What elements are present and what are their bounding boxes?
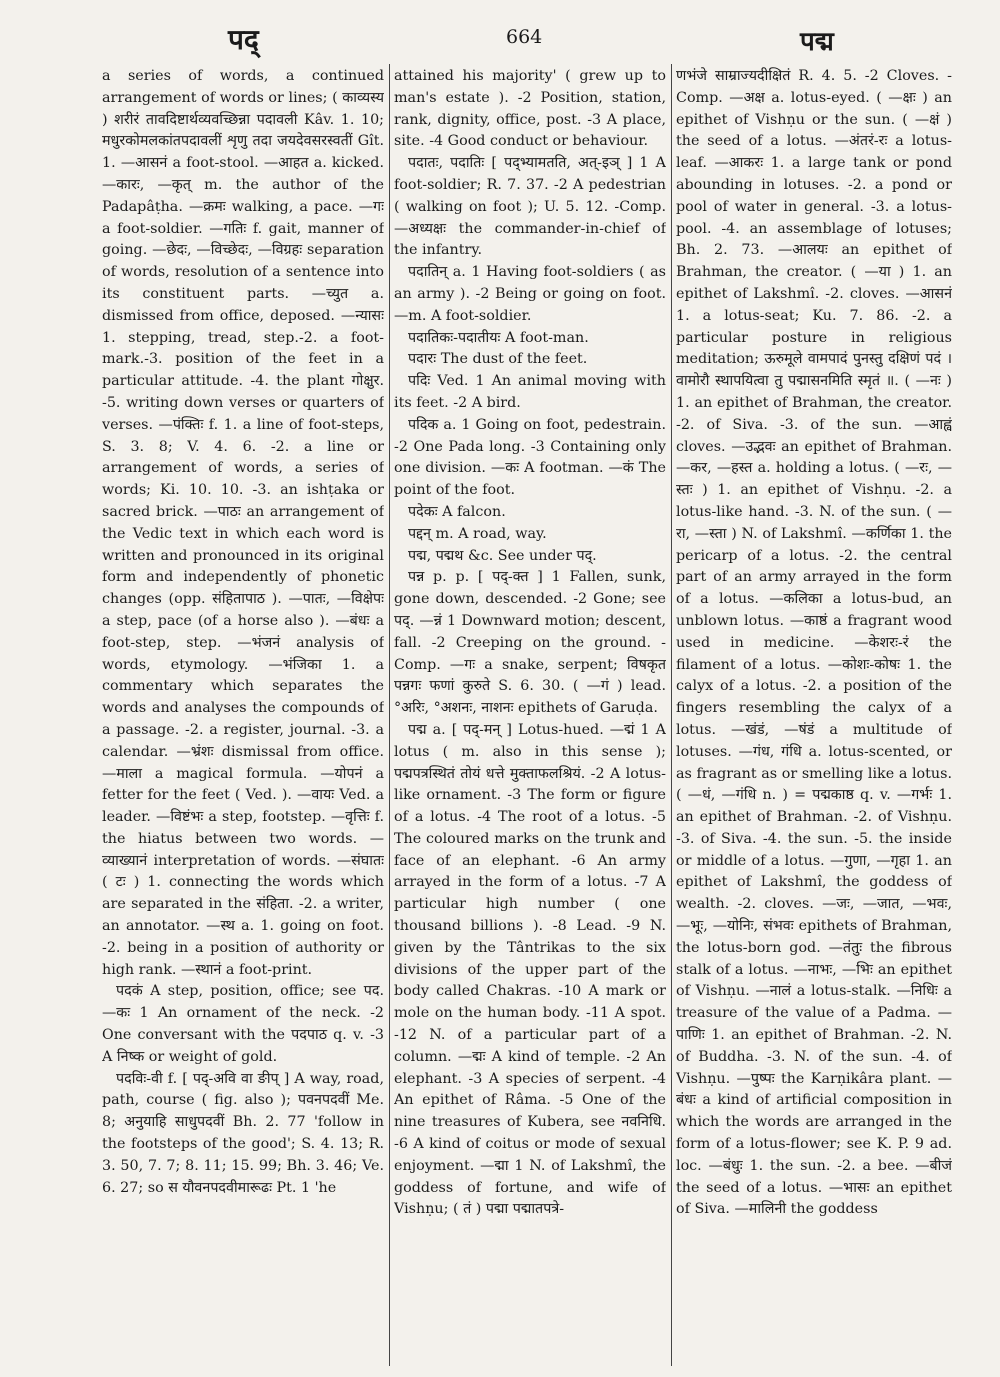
page-header [0,0,1000,60]
entry-paddan: पद्दन् m. A road, way. [408,525,547,542]
entry-padavi: पदविः-वी f. [ पद्-अवि वा ङीप् ] A way, road, path, course ( fig. also ); पवनपदवीं Me. 8; अनुयाहि साधुपदवीं Bh. 2. 77 'follow in the footsteps of the good'; S. 4. 13; R. 3. 50, 7. 7; 8. 11; 15. 99; Bh. 3. 46; Ve. 6. 27; so स यौवनपदवीमारूढः Pt. 1 'he [102,1070,384,1196]
entry-panna: पन्न p. p. [ पद्-क्त ] 1 Fallen, sunk, gone down, descended. -2 Gone; see पद्. —न्नं 1 Downward motion; descent, fall. -2 Creeping on the ground. -Comp. —गः a snake, serpent; विषकृत पन्नगः फणां कुरुते S. 6. 30. ( —गं ) lead. °अरिः, °अशनः, नाशनः epithets of Garuḍa. [394,569,666,717]
column-3 [676,66,952,1366]
entry-padma: पद्म a. [ पद्-मन् ] Lotus-hued. —द्मं 1 A lotus ( m. also in this sense ); पद्मपत्रस्थितं तोयं धत्ते मुक्ताफलश्रियं. -2 A lotus-like ornament. -3 The form or figure of a lotus. -4 The root of a lotus. -5 The coloured marks on the trunk and face of an elephant. -6 An army arrayed in the form of a lotus. -7 A particular high number ( one thousand billions ). -8 Lead. -9 N. given by the Tântrikas to the six divisions of the upper part of the body called Chakras. -10 A mark or mole on the human body. -11 A spot. -12 N. of a particular part of a column. —द्मः A kind of temple. -2 An elephant. -3 A species of serpent. -4 An epithet of Râma. -5 One of the nine treasures of Kubera, see नवनिधि. -6 A kind of coitus or mode of sexual enjoyment. —द्मा 1 N. of Lakshmî, the goddess of fortune, and wife of Vishṇu; ( तं ) पद्मा पद्मातपत्रे- [394,721,666,1218]
entry-padara: पदारः The dust of the feet. [408,351,588,368]
entry-continuation: a series of words, a continued arrangement of words or lines; ( काव्यस्य ) शरीरं तावदिष्टार्थव्यवच्छिन्ना पदावली Kâv. 1. 10; मधुरकोमलकांतपदावलीं शृणु तदा जयदेवसरस्वतीं Gît. 1. —आसनं a foot-stool. —आहत a. kicked. —कारः, —कृत् m. the author of the Padapâṭha. —क्रमः walking, a pace. —गः a foot-soldier. —गतिः f. gait, manner of going. —छेदः, —विच्छेदः, —विग्रहः separation of words, resolution of a sentence into its constituent parts. —च्युत a. dismissed from office, deposed. —न्यासः 1. stepping, tread, step.-2. a foot-mark.-3. position of the feet in a particular attitude. -4. the plant गोक्षुर. -5. writing down verses or quarters of verses. —पंक्तिः f. 1. a line of foot-steps, S. 3. 8; V. 4. 6. -2. a line or arrangement of words, a series of words; Ki. 10. 10. -3. an ishṭaka or sacred brick. —पाठः an arrangement of the Vedic text in which each word is written and pronounced in its original form and independently of phonetic changes (opp. संहितापाठ ). —पातः, —विक्षेपः a step, pace (of a horse also ). —बंधः a foot-step, step. —भंजनं analysis of words, etymology. —भंजिका 1. a commentary which separates the words and analyses the compounds of a passage. -2. a register, journal. -3. a calendar. —भ्रंशः dismissal from office. —माला a magical formula. —योपनं a fetter for the feet ( Ved. ). —वायः Ved. a leader. —विष्टंभः a step, footstep. —वृत्तिः f. the hiatus between two words. —व्याख्यानं interpretation of words. —संघातः ( टः ) 1. connecting the words which are separated in the संहिता. -2. a writer, an annotator. —स्थ a. 1. going on foot. -2. being in a position of authority or high rank. —स्थानं a foot-print. [102,68,384,978]
right-headword: पद्म [800,27,834,57]
column-2 [394,66,666,1366]
entry-padakam: पदकं A step, position, office; see पद. —कः 1 An ornament of the neck. -2 One conversant with the पदपाठ q. v. -3 A निष्क or weight of gold. [102,983,384,1065]
entry-padatika: पदातिकः-पदातीयः A foot-man. [408,329,589,346]
entry-continuation: attained his majority' ( grew up to man's estate ). -2 Position, station, rank, dignity, office, post. -3 A place, site. -4 Good conduct or behaviour. [394,68,666,150]
column-1 [102,66,384,1366]
entry-continuation: णभंजे साम्राज्यदीक्षितं R. 4. 5. -2 Cloves. -Comp. —अक्ष a. lotus-eyed. ( —क्षः ) an epithet of Vishṇu or the sun. ( —क्षं ) the seed of a lotus. —अंतरं-रः a lotus-leaf. —आकरः 1. a large tank or pond abounding in lotuses. -2. a pond or pool of water in general. -3. a lotus-pool. -4. an assemblage of lotuses; Bh. 2. 73. —आलयः an epithet of Brahman, the creator. ( —या ) 1. an epithet of Lakshmî. -2. cloves. —आसनं 1. a lotus-seat; Ku. 7. 86. -2. a particular posture in religious meditation; ऊरुमूले वामपादं पुनस्तु दक्षिणं पदं । वामोरौ स्थापयित्वा तु पद्मासनमिति स्मृतं ॥. ( —नः ) 1. an epithet of Brahman, the creator. -2. of Siva. -3. of the sun. —आह्वं cloves. —उद्भवः an epithet of Brahman. —कर, —हस्त a. holding a lotus. ( —रः, —स्तः ) 1. an epithet of Vishṇu. -2. a lotus-like hand. -3. N. of the sun. ( —रा, —स्ता ) N. of Lakshmî. —कर्णिका 1. the pericarp of a lotus. -2. the central part of an army arrayed in the form of a lotus. —कलिका a lotus-bud, an unblown lotus. —काष्ठं a fragrant wood used in medicine. —केशरः-रं the filament of a lotus. —कोशः-कोषः 1. the calyx of a lotus. -2. a position of the fingers resembling the calyx of a lotus. —खंडं, —षंडं a multitude of lotuses. —गंध, गंधि a. lotus-scented, or as fragrant as or smelling like a lotus. ( —धं, —गंधि n. ) = पद्मकाष्ठ q. v. —गर्भः 1. an epithet of Brahman. -2. of Vishṇu. -3. of Siva. -4. the sun. -5. the inside or middle of a lotus. —गुणा, —गृहा 1. an epithet of Lakshmî, the goddess of wealth. -2. cloves. —जः, —जात, —भवः, —भूः, —योनिः, संभवः epithets of Brahman, the lotus-born god. —तंतुः the fibrous stalk of a lotus. —नाभः, —भिः an epithet of Vishṇu. —नालं a lotus-stalk. —निधिः a treasure of the value of a Padma. —पाणिः 1. an epithet of Brahman. -2. N. of Buddha. -3. N. of the sun. -4. of Vishṇu. —पुष्पः the Karṇikâra plant. —बंधः a kind of artificial composition in which the words are arranged in the form of a lotus-flower; see K. P. 9 ad. loc. —बंधुः 1. the sun. -2. a bee. —बीजं the seed of a lotus. —भासः an epithet of Siva. —मालिनी the goddess [676,68,952,1218]
entry-padatin: पदातिन् a. 1 Having foot-soldiers ( as an army ). -2 Being or going on foot. —m. A foot-soldier. [394,264,666,324]
entry-padata: पदातः, पदातिः [ पद्भ्यामतति, अत्-इञ् ] 1 A foot-soldier; R. 7. 37. -2 A pedestrian ( walking on foot ); U. 5. 12. -Comp. —अध्यक्षः the commander-in-chief of the infantry. [394,155,666,259]
column-divider [389,64,390,1366]
entry-padma-ref: पद्म, पद्मथ &c. See under पद्. [408,547,597,564]
column-divider [671,64,672,1366]
left-headword: पद् [228,23,259,56]
entry-padi: पदिः Ved. 1 An animal moving with its feet. -2 A bird. [394,373,666,411]
page-number: 664 [506,26,543,48]
entry-padeka: पदेकः A falcon. [408,503,506,520]
entry-padika: पदिक a. 1 Going on foot, pedestrain. -2 One Pada long. -3 Containing only one division. —कः A footman. —कं The point of the foot. [394,416,666,499]
